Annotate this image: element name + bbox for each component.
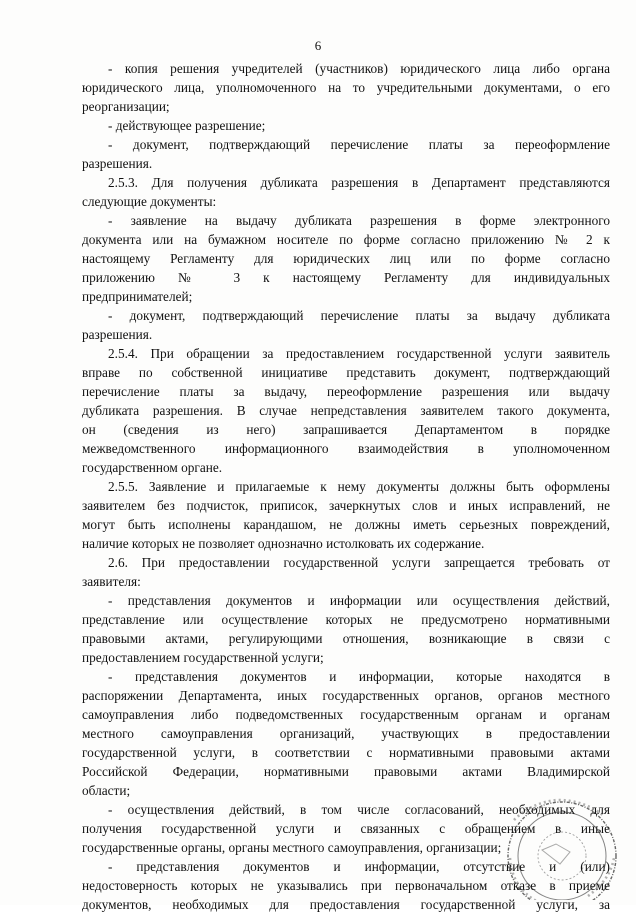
text-line: 2.5.3. Для получения дубликата разрешения в Департамент представляются bbox=[108, 175, 610, 190]
text-line: правовыми актами, регулирующими отношения, возникающие в связи с bbox=[82, 631, 610, 646]
text-line: документа или на бумажном носителе по форме согласно приложению № 2 к bbox=[82, 232, 610, 247]
text-line: государственном органе. bbox=[82, 460, 223, 475]
text-line: распоряжении Департамента, иных государственных органов, органов местного bbox=[82, 688, 610, 703]
text-line: - копия решения учредителей (участников) юридического лица либо органа bbox=[108, 61, 610, 76]
text-line: межведомственного информационного взаимодействия в уполномоченном bbox=[82, 441, 610, 456]
text-line: - документ, подтверждающий перечисление платы за выдачу дубликата bbox=[108, 308, 610, 323]
text-line: самоуправления либо подведомственных государственным органам и органам bbox=[82, 707, 610, 722]
text-line: приложению № 3 к настоящему Регламенту для индивидуальных bbox=[82, 270, 610, 285]
text-line: могут быть исполнены карандашом, не должны иметь серьезных повреждений, bbox=[82, 517, 610, 532]
text-line: он (сведения из него) запрашивается Департаментом в порядке bbox=[82, 422, 610, 437]
text-line: наличие которых не позволяет однозначно истолковать их содержание. bbox=[82, 536, 485, 551]
text-line: заявителем без подчисток, приписок, зачеркнутых слов и иных исправлений, не bbox=[82, 498, 610, 513]
text-line: - осуществления действий, в том числе согласований, необходимых для bbox=[108, 802, 610, 817]
text-line: реорганизации; bbox=[82, 99, 170, 114]
text-line: государственной услуги, в соответствии с нормативными правовыми актами bbox=[82, 745, 610, 760]
text-line: следующие документы: bbox=[82, 194, 217, 209]
text-line: 2.6. При предоставлении государственной услуги запрещается требовать от bbox=[108, 555, 610, 570]
text-line: - представления документов и информации или осуществления действий, bbox=[108, 593, 610, 608]
official-seal-stamp bbox=[492, 780, 624, 900]
text-line: документов, необходимых для предоставления государственной услуги, за bbox=[82, 897, 610, 912]
text-line: 2.5.4. При обращении за предоставлением государственной услуги заявитель bbox=[108, 346, 610, 361]
text-line: разрешения. bbox=[82, 327, 153, 342]
text-line: Российской Федерации, нормативными правовыми актами Владимирской bbox=[82, 764, 610, 779]
text-line: настоящему Регламенту для юридических лиц или по форме согласно bbox=[82, 251, 610, 266]
text-line: - действующее разрешение; bbox=[108, 118, 266, 133]
text-line: недостоверность которых не указывались при первоначальном отказе в приеме bbox=[82, 878, 610, 893]
text-line: - документ, подтверждающий перечисление платы за переоформление bbox=[108, 137, 610, 152]
text-line: разрешения. bbox=[82, 156, 153, 171]
text-line: области; bbox=[82, 783, 131, 798]
text-line: вправе по собственной инициативе представить документ, подтверждающий bbox=[82, 365, 610, 380]
text-line: - представления документов и информации, которые находятся в bbox=[108, 669, 610, 684]
text-line: предоставлением государственной услуги; bbox=[82, 650, 324, 665]
text-line: заявителя: bbox=[82, 574, 141, 589]
page-number: 6 bbox=[314, 38, 322, 53]
text-line: получения государственной услуги и связанных с обращением в иные bbox=[82, 821, 610, 836]
text-line: местного самоуправления организаций, участвующих в предоставлении bbox=[82, 726, 610, 741]
text-line: дубликата разрешения. В случае непредставления заявителем такого документа, bbox=[82, 403, 610, 418]
text-line: представление или осуществление которых не предусмотрено нормативными bbox=[82, 612, 610, 627]
text-line: юридического лица, уполномоченного на то учредительными документами, о его bbox=[82, 80, 610, 95]
text-line: государственные органы, органы местного самоуправления, организации; bbox=[82, 840, 502, 855]
text-line: перечисление платы за выдачу, переоформление разрешения или выдачу bbox=[82, 384, 610, 399]
text-line: 2.5.5. Заявление и прилагаемые к нему документы должны быть оформлены bbox=[108, 479, 610, 494]
text-line: предпринимателей; bbox=[82, 289, 193, 304]
text-line: - заявление на выдачу дубликата разрешения в форме электронного bbox=[108, 213, 610, 228]
text-line: - представления документов и информации, отсутствие и (или) bbox=[108, 859, 610, 874]
